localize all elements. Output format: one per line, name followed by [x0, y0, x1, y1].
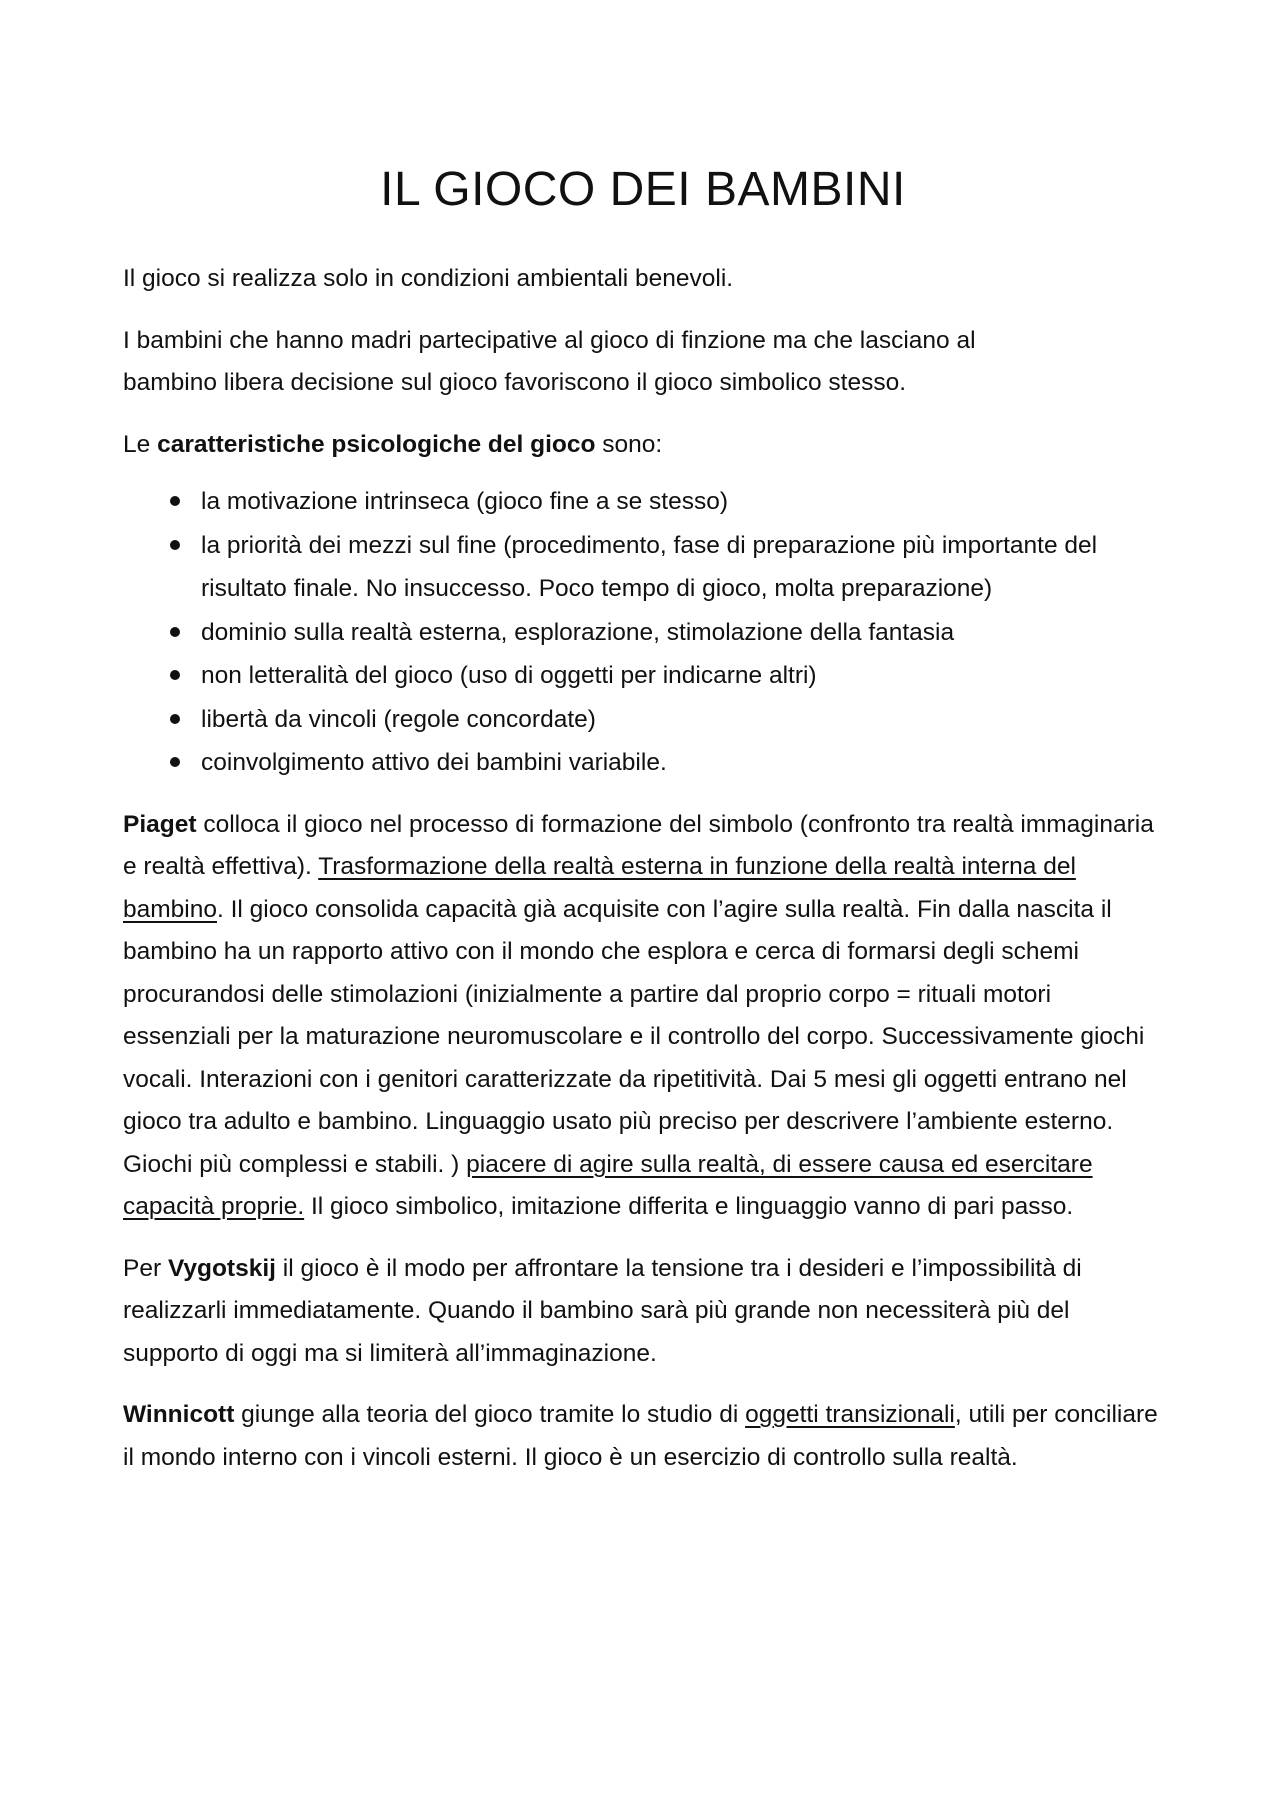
paragraph-piaget: [123, 804, 1163, 1229]
list-item: [123, 480, 1163, 524]
characteristics-pre: Le: [123, 430, 158, 458]
piaget-underline-2: piacere di agire sulla realtà, di essere causa ed esercitare capacità proprie.: [123, 1150, 1093, 1220]
vygotskij-text: il gioco è il modo per affrontare la tensione tra i desideri e l’impossibilità di realizzarli immediatamente. Quando il bambino sarà più grande non necessiterà più del supporto di oggi ma si limiterà all’immaginazione.: [123, 1254, 1082, 1367]
piaget-text-1: colloca il gioco nel processo di formazione del simbolo (confronto tra realtà immaginaria e realtà effettiva).: [123, 810, 1154, 880]
list-item: [123, 524, 1163, 611]
bullet-icon: [170, 540, 180, 550]
piaget-underline-1: Trasformazione della realtà esterna in funzione della realtà interna del bambino: [123, 853, 1076, 923]
characteristics-post: sono:: [595, 430, 663, 458]
paragraph-mothers-line1: I bambini che hanno madri partecipative al gioco di finzione ma che lasciano al: [123, 326, 976, 354]
list-item: [123, 698, 1163, 742]
list-item-text: dominio sulla realtà esterna, esplorazione, stimolazione della fantasia: [201, 618, 955, 646]
paragraph-intro: [123, 258, 1163, 301]
paragraph-vygotskij: [123, 1248, 1163, 1376]
list-item: [123, 741, 1163, 785]
bullet-icon: [170, 670, 180, 680]
document-title: IL GIOCO DEI BAMBINI: [380, 163, 906, 216]
characteristics-list: [123, 480, 1163, 785]
bullet-icon: [170, 757, 180, 767]
vygotskij-pre: Per: [123, 1254, 168, 1282]
winnicott-name: Winnicott: [123, 1401, 235, 1428]
list-item-text: coinvolgimento attivo dei bambini variabile.: [201, 749, 667, 776]
paragraph-mothers: [123, 320, 1163, 405]
winnicott-text-2: , utili per conciliare il mondo interno con i vincoli esterni. Il gioco è un esercizio di controllo sulla realtà.: [123, 1401, 1158, 1471]
vygotskij-name: Vygotskij: [167, 1254, 276, 1282]
piaget-text-3: Il gioco simbolico, imitazione differita e linguaggio vanno di pari passo.: [304, 1193, 1074, 1220]
paragraph-mothers-line2: bambino libera decisione sul gioco favoriscono il gioco simbolico stesso.: [123, 369, 907, 396]
list-item-text: non letteralità del gioco (uso di oggetti per indicarne altri): [201, 662, 817, 689]
piaget-name: Piaget: [123, 810, 197, 838]
list-item-text: la motivazione intrinseca (gioco fine a se stesso): [201, 488, 729, 515]
winnicott-underline: oggetti transizionali: [745, 1401, 955, 1428]
list-item-text: libertà da vincoli (regole concordate): [201, 705, 596, 733]
bullet-icon: [170, 627, 180, 637]
winnicott-text-1: giunge alla teoria del gioco tramite lo studio di: [234, 1401, 746, 1428]
characteristics-bold: caratteristiche psicologiche del gioco: [157, 430, 596, 458]
list-item: [123, 611, 1163, 655]
bullet-icon: [170, 714, 180, 724]
list-item-text: la priorità dei mezzi sul fine (procedimento, fase di preparazione più importante del risultato finale. No insuccesso. Poco tempo di gioco, molta preparazione): [201, 531, 1098, 602]
piaget-text-2: . Il gioco consolida capacità già acquisite con l’agire sulla realtà. Fin dalla nascita il bambino ha un rapporto attivo con il mondo che esplora e cerca di formarsi degli schemi procurandosi delle stimolazioni (inizialmente a partire dal proprio corpo = rituali motori essenziali per la maturazione neuromuscolare e il controllo del corpo. Successivamente giochi vocali. Interazioni con i genitori caratterizzate da ripetitività. Dai 5 mesi gli oggetti entrano nel gioco tra adulto e bambino. Linguaggio usato più preciso per descrivere l’ambiente esterno. Giochi più complessi e stabili. ): [123, 895, 1145, 1178]
paragraph-characteristics: [123, 424, 1163, 467]
bullet-icon: [170, 496, 180, 506]
paragraph-intro-text: Il gioco si realizza solo in condizioni ambientali benevoli.: [123, 265, 734, 292]
paragraph-winnicott: [123, 1394, 1163, 1479]
document-body: [123, 158, 1163, 1498]
list-item: [123, 654, 1163, 698]
